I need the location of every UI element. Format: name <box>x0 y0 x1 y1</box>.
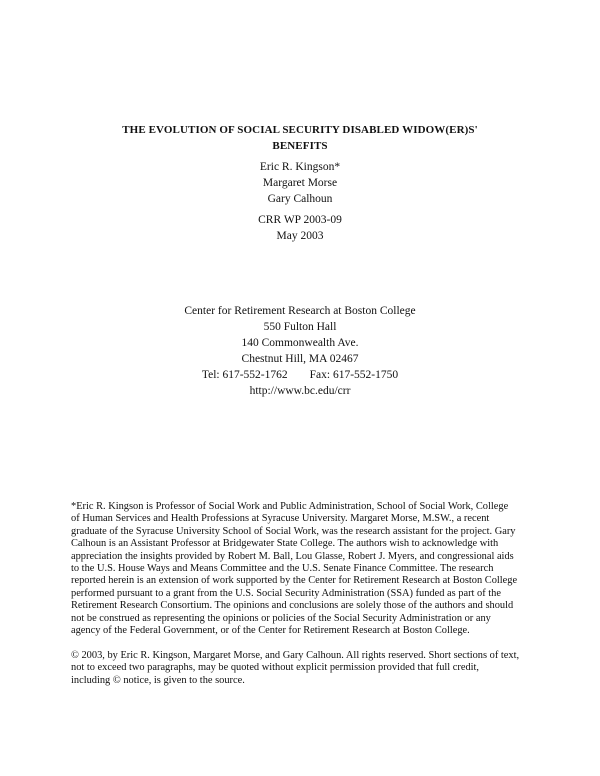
author-footnote <box>71 501 541 637</box>
working-paper-info <box>60 212 540 244</box>
footnote-line: Retirement Research Consortium. The opinions and conclusions are solely those of the authors and should <box>71 600 514 612</box>
footnote-line: of Human Services and Health Professions at Syracuse University. Margaret Morse, M.SW., a recent <box>71 513 490 525</box>
footnote-line: to the U.S. House Ways and Means Committee and the U.S. Senate Finance Committee. The research <box>71 563 494 575</box>
working-paper-number: CRR WP 2003-09 <box>258 214 342 226</box>
copyright-notice <box>71 650 541 687</box>
center-tel: Tel: 617-552-1762 <box>201 369 288 381</box>
author-list <box>60 159 540 207</box>
author-name: Margaret Morse <box>262 177 338 189</box>
footnote-line: not be construed as representing the opinions or policies of the Social Security Administration or any <box>71 612 491 624</box>
footnote-line: agency of the Federal Government, or of the Center for Retirement Research at Boston College. <box>71 625 470 637</box>
footnote-line: performed pursuant to a grant from the U.S. Social Security Administration (SSA) funded as part of the <box>71 587 501 599</box>
center-contact-block <box>60 303 540 399</box>
copyright-line: © 2003, by Eric R. Kingson, Margaret Morse, and Gary Calhoun. All rights reserved. Short sections of text, <box>71 650 520 661</box>
center-address-2: 140 Commonwealth Ave. <box>241 337 359 349</box>
footnote-line: appreciation the insights provided by Robert M. Ball, Lou Glasse, Robert J. Myers, and congressional aids <box>71 550 514 562</box>
author-name: Gary Calhoun <box>267 193 333 205</box>
author-name: Eric R. Kingson* <box>259 161 341 173</box>
title-line-2: BENEFITS <box>272 140 328 152</box>
center-fax: Fax: 617-552-1750 <box>309 369 399 381</box>
footnote-line: Calhoun is an Assistant Professor at Bridgewater State College. The authors wish to acknowledge with <box>71 538 499 550</box>
center-name: Center for Retirement Research at Boston College <box>184 305 416 317</box>
title-line-1: THE EVOLUTION OF SOCIAL SECURITY DISABLED WIDOW(ER)S' <box>122 124 478 136</box>
center-city: Chestnut Hill, MA 02467 <box>241 353 359 365</box>
center-phone-line <box>60 367 540 383</box>
working-paper-date: May 2003 <box>276 230 324 242</box>
copyright-line: including © notice, is given to the source. <box>71 674 245 686</box>
footnote-line: *Eric R. Kingson is Professor of Social Work and Public Administration, School of Social Work, College <box>71 501 509 512</box>
footnote-line: reported herein is an extension of work supported by the Center for Retirement Research at Boston College <box>71 575 518 587</box>
copyright-line: not to exceed two paragraphs, may be quoted without explicit permission provided that full credit, <box>71 662 480 674</box>
center-url[interactable]: http://www.bc.edu/crr <box>249 385 351 397</box>
footnote-line: graduate of the Syracuse University School of Social Work, was the research assistant for the project. Gary <box>71 525 516 537</box>
paper-title <box>60 122 540 154</box>
center-address-1: 550 Fulton Hall <box>263 321 337 333</box>
